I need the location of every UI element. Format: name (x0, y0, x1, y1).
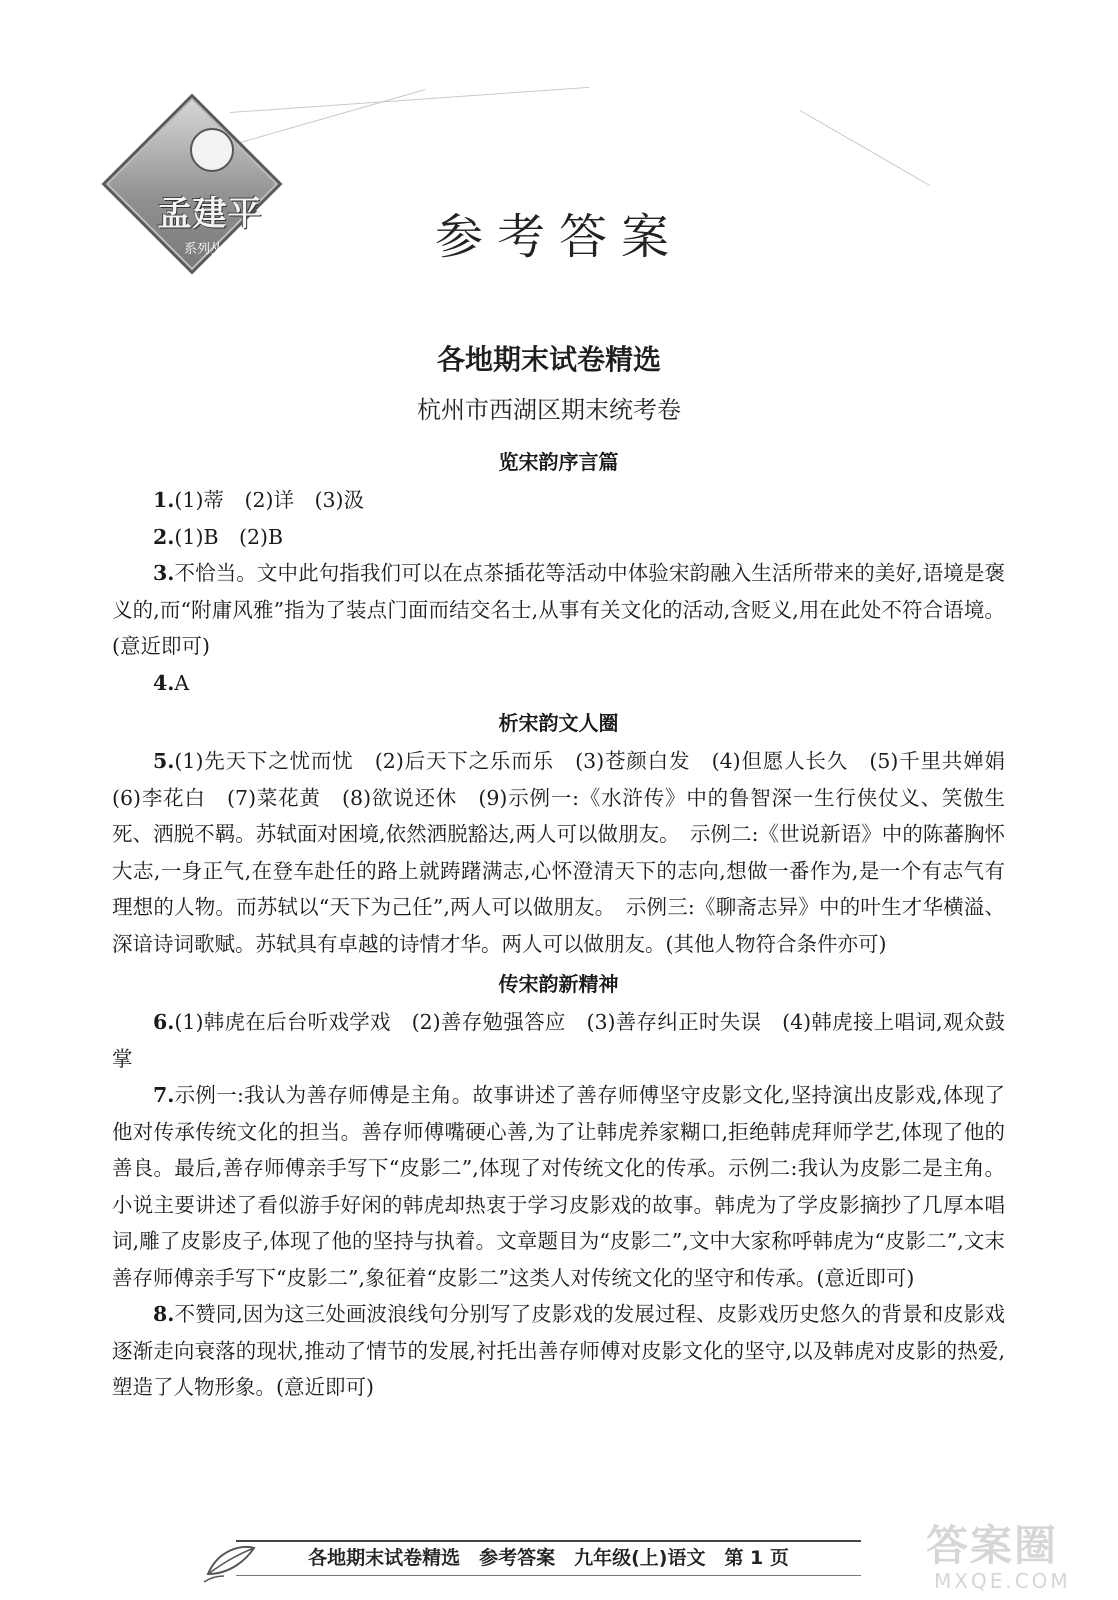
part-heading: 传宋韵新精神 (498, 972, 619, 996)
answer-item: 5.(1)先天下之忧而忧 (2)后天下之乐而乐 (3)苍颜白发 (4)但愿人长久 (5)千里共婵娟 (6)李花白 (7)菜花黄 (8)欲说还休 (9)示例一:《水浒传》中的鲁智深一生行侠仗义、笑傲生死、洒脱不羁。苏轼面对困境,依然洒脱豁达,两人可以做朋友。 示例二:《世说新语》中的陈蕃胸怀大志,一身正气,在登车赴任的路上就踌躇满志,心怀澄清天下的志向,想做一番作为,是一个有志气有理想的人物。而苏轼以“天下为己任”,两人可以做朋友。 示例三:《聊斋志异》中的叶生才华横溢、深谙诗词歌赋。苏轼具有卓越的诗情才华。两人可以做朋友。(其他人物符合条件亦可) (112, 749, 1026, 956)
logo-seal-icon (190, 128, 234, 172)
answer-item: 7.示例一:我认为善存师傅是主角。故事讲述了善存师傅坚守皮影文化,坚持演出皮影戏,体现了他对传承传统文化的担当。善存师傅嘴硬心善,为了让韩虎养家糊口,拒绝韩虎拜师学艺,体现了他的善良。最后,善存师傅亲手写下“皮影二”,体现了对传统文化的传承。示例二:我认为皮影二是主角。小说主要讲述了看似游手好闲的韩虎却热衷于学习皮影戏的故事。韩虎为了学皮影摘抄了几厚本唱词,雕了皮影皮子,体现了他的坚持与执着。文章题目为“皮影二”,文中大家称呼韩虎为“皮影二”,文末善存师傅亲手写下“皮影二”,象征着“皮影二”这类人对传统文化的坚守和传承。(意近即可) (112, 1083, 1005, 1290)
answer-item: 4.A (153, 670, 190, 695)
answer-item: 1.(1)蒂 (2)详 (3)汲 (153, 488, 365, 512)
section-title: 各地期末试卷精选 (436, 343, 661, 376)
part-heading: 览宋韵序言篇 (498, 450, 619, 474)
watermark (926, 1522, 1106, 1592)
decorative-line (230, 87, 589, 113)
logo-subtitle: 系列丛书 (183, 242, 236, 257)
watermark-main: 答案圈 (926, 1521, 1059, 1570)
answer-item: 3.不恰当。文中此句指我们可以在点茶插花等活动中体验宋韵融入生活所带来的美好,语境是褒义的,而“附庸风雅”指为了装点门面而结交名士,从事有关文化的活动,含贬义,用在此处不符合语境。(意近即可) (112, 561, 1005, 658)
answer-item: 8.不赞同,因为这三处画波浪线句分别写了皮影戏的发展过程、皮影戏历史悠久的背景和皮影戏逐渐走向衰落的现状,推动了情节的发展,衬托出善存师傅对皮影文化的坚守,以及韩虎对皮影的热爱,塑造了人物形象。(意近即可) (112, 1302, 1005, 1399)
answer-content (112, 440, 1026, 1406)
watermark-sub: MXQE.COM (934, 1569, 1071, 1593)
part-heading: 析宋韵文人圈 (498, 711, 619, 735)
decorative-line (800, 110, 930, 186)
logo-name: 孟建平 (157, 194, 263, 234)
page-title: 参考答案 (434, 209, 683, 265)
answer-item: 6.(1)韩虎在后台听戏学戏 (2)善存勉强答应 (3)善存纠正时失误 (4)韩虎接上唱词,观众鼓掌 (112, 1010, 1005, 1071)
footer-rule (236, 1575, 861, 1576)
footer-text: 各地期末试卷精选 参考答案 九年级(上)语文 第 1 页 (308, 1547, 789, 1569)
footer-rule (236, 1540, 861, 1542)
exam-title: 杭州市西湖区期末统考卷 (417, 396, 681, 424)
answer-item: 2.(1)B (2)B (153, 524, 284, 549)
